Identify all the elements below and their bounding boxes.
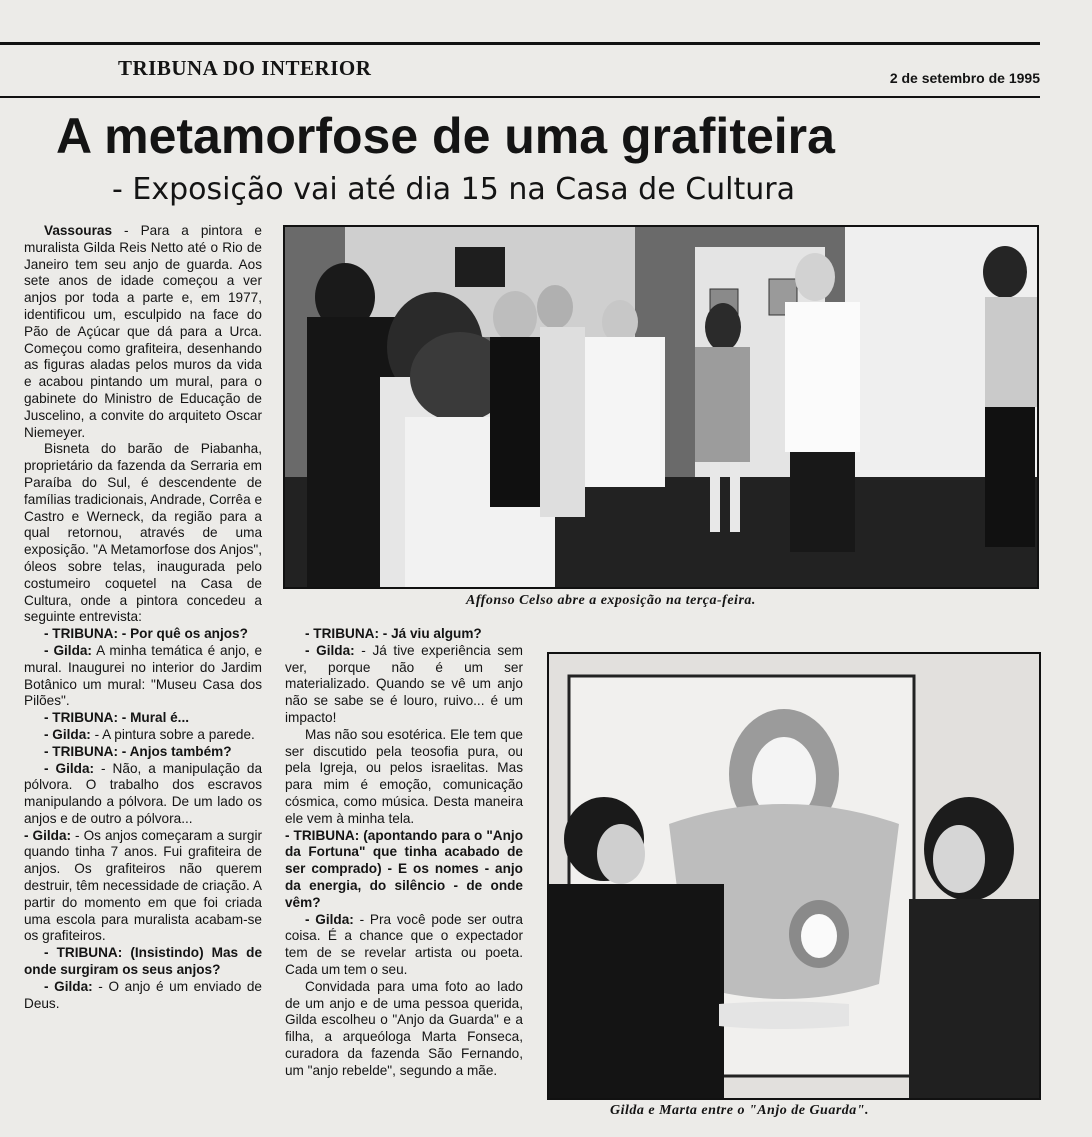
- article-column-1: [24, 223, 262, 1012]
- paragraph-text: A minha temática é anjo, e mural. Inaugurei no interior do Jardim Botânico um mural: "Museu Casa dos Pilões".: [24, 642, 263, 709]
- exhibition-photo-art: [285, 227, 1037, 587]
- paragraph: [24, 945, 262, 979]
- paragraph-text: - A pintura sobre a parede.: [94, 726, 255, 742]
- paragraph-text: - Não, a manipulação da pólvora. O trabalho dos escravos manipulando a pólvora. De um lado os anjos e de outro a pólvora...: [24, 760, 263, 826]
- paragraph-text: (Insistindo) Mas de onde surgiram os seus anjos?: [24, 945, 263, 978]
- paragraph: [24, 710, 262, 727]
- paragraph-lead: - TRIBUNA:: [305, 626, 379, 641]
- paragraph-text: - Os anjos começaram a surgir quando tinha 7 anos. Fui grafiteira de anjos. Os grafiteiros não querem destruir, têm necessidade de criação. A partir do momento em que foi criada uma escola para muralista acabam-se os grafiteiros.: [24, 827, 262, 944]
- paragraph-text: (apontando para o "Anjo da Fortuna" que tinha acabado de ser comprado) - E os nomes - anjo da energia, do silêncio - de onde vêm?: [285, 827, 524, 910]
- paragraph-lead: - TRIBUNA:: [285, 827, 360, 843]
- paragraph: [24, 828, 262, 946]
- paragraph-lead: - Gilda:: [24, 827, 72, 843]
- paragraph-lead: - Gilda:: [44, 978, 93, 994]
- paragraph: [24, 626, 262, 643]
- paragraph: [285, 727, 523, 828]
- paragraph-text: - Para a pintora e muralista Gilda Reis Netto até o Rio de Janeiro tem seu anjo de guarda. Aos sete anos de idade começou a ver anjos por toda a parte e, em 1977, identificou um, esculpido na face do Pão de Açúcar que dá para a Urca. Começou como grafiteira, desenhando as figuras aladas pelos muros da vida e acabou pintando um mural, para o gabinete do Ministro de Educação de Juscelino, a convite do arquiteto Oscar Niemeyer.: [24, 223, 262, 440]
- paragraph-text: - Já viu algum?: [382, 626, 482, 641]
- paragraph-lead: - TRIBUNA:: [44, 626, 118, 642]
- paragraph: [285, 979, 523, 1080]
- paragraph-text: Convidada para uma foto ao lado de um anjo e de uma pessoa querida, Gilda escolheu o "Anjo da Guarda" e a filha, a arqueóloga Marta Fonseca, curadora da fazenda São Fernando, um "anjo rebelde", segundo a mãe.: [285, 978, 523, 1078]
- paragraph-lead: - TRIBUNA:: [44, 710, 118, 726]
- paragraph-text: - O anjo é um enviado de Deus.: [24, 978, 262, 1011]
- paragraph-lead: Vassouras: [44, 223, 113, 238]
- paragraph-text: - Anjos também?: [121, 743, 232, 759]
- paragraph: [285, 912, 523, 979]
- paragraph-lead: - Gilda:: [305, 911, 354, 927]
- paragraph-text: Mas não sou esotérica. Ele tem que ser discutido pela teosofia pura, ou pela Igreja, ou pelos israelitas. Mas para mim é emoção, comunicação cósmica, como música. Desta maneira ele vem à minha tela.: [285, 726, 523, 826]
- paragraph: [24, 643, 262, 710]
- paragraph-text: - Já tive experiência sem ver, porque não é um ser materializado. Quando se vê um anjo não se sabe se é louro, ruivo... é um impacto!: [285, 642, 523, 725]
- paragraph: [24, 441, 262, 626]
- paragraph-text: - Por quê os anjos?: [121, 626, 248, 642]
- paragraph: [24, 223, 262, 441]
- paragraph-lead: - Gilda:: [44, 760, 95, 776]
- paragraph: [24, 744, 262, 761]
- exhibition-photo: [283, 225, 1039, 589]
- paragraph-text: - Mural é...: [121, 710, 190, 726]
- subhead: - Exposição vai até dia 15 na Casa de Cultura: [112, 172, 795, 207]
- paragraph: [24, 979, 262, 1013]
- photo-caption: Affonso Celso abre a exposição na terça-feira.: [466, 593, 756, 608]
- masthead-rule: [0, 96, 1040, 98]
- masthead: TRIBUNA DO INTERIOR: [118, 56, 372, 80]
- paragraph: [24, 761, 262, 828]
- paragraph: [285, 828, 523, 912]
- issue-date: 2 de setembro de 1995: [889, 70, 1040, 86]
- photo-caption: Gilda e Marta entre o "Anjo de Guarda".: [610, 1103, 870, 1118]
- paragraph-lead: - Gilda:: [44, 642, 92, 658]
- paragraph-text: Bisneta do barão de Piabanha, proprietário da fazenda da Serraria em Paraíba do Sul, é descendente de famílias tradicionais, Andrade, Corrêa e Castro e Werneck, da região para a qual retornou, através de uma exposição. "A Metamorfose dos Anjos", óleos sobre telas, inaugurada pelo costumeiro coquetel na Casa de Cultura, onde a pintora concedeu a seguinte entrevista:: [24, 441, 263, 625]
- paragraph-lead: - Gilda:: [44, 726, 91, 742]
- paragraph: [285, 626, 523, 643]
- painting-photo-art: [549, 654, 1039, 1098]
- paragraph-lead: - Gilda:: [305, 642, 355, 658]
- paragraph-text: - Pra você pode ser outra coisa. É a chance que o expectador tem de se revelar artista ou poeta. Cada um tem o seu.: [285, 911, 523, 977]
- paragraph-lead: - TRIBUNA:: [44, 743, 118, 759]
- paragraph: [24, 727, 262, 744]
- article-column-2: [285, 626, 523, 1080]
- headline: A metamorfose de uma grafiteira: [56, 108, 835, 164]
- paragraph-lead: - TRIBUNA:: [44, 945, 123, 961]
- paragraph: [285, 643, 523, 727]
- painting-photo: [547, 652, 1041, 1100]
- top-rule: [0, 42, 1040, 45]
